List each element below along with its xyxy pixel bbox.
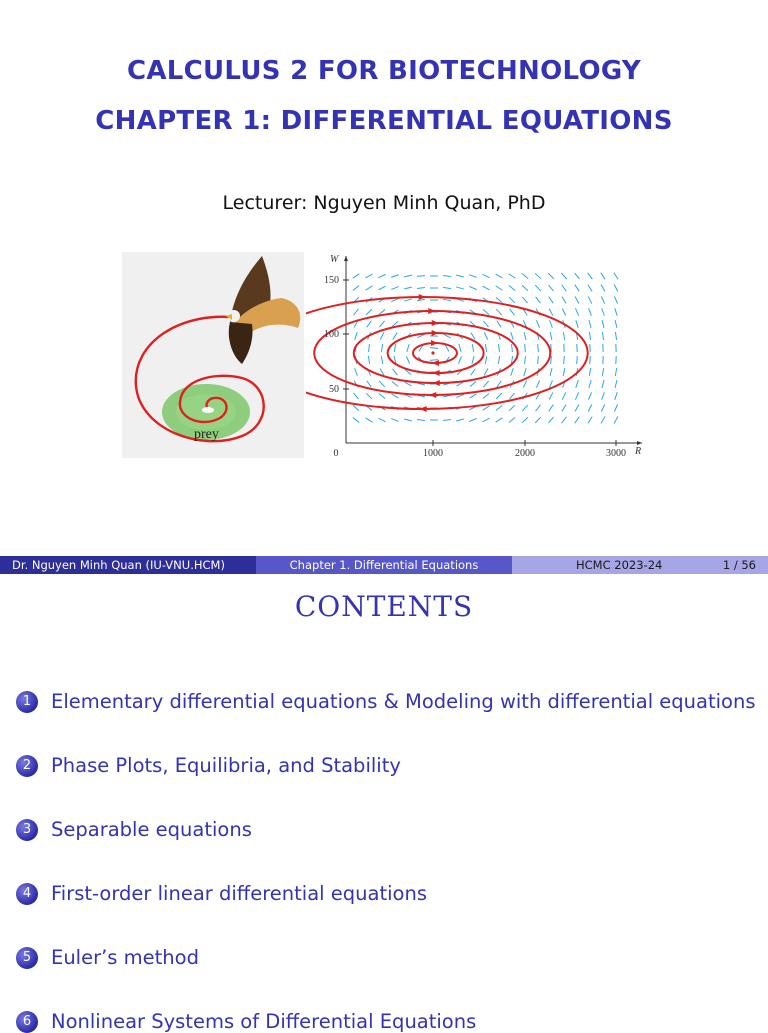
field-dash bbox=[355, 332, 358, 340]
y-tick-label: 100 bbox=[324, 329, 339, 340]
field-dash bbox=[378, 274, 385, 277]
field-dash bbox=[496, 418, 503, 422]
field-dash bbox=[482, 274, 489, 277]
field-dash bbox=[355, 368, 358, 376]
toc-label: First-order linear differential equations bbox=[51, 882, 427, 905]
field-dash bbox=[483, 309, 489, 314]
field-dash bbox=[602, 380, 604, 388]
field-dash bbox=[496, 309, 501, 315]
orbit-arrow bbox=[432, 320, 439, 326]
field-dash bbox=[562, 285, 567, 291]
field-dash bbox=[496, 406, 502, 411]
field-dash bbox=[601, 404, 604, 411]
phase-portrait-figure bbox=[306, 248, 648, 460]
toc-number: 6 bbox=[16, 1011, 38, 1033]
orbit-arrow bbox=[432, 330, 439, 336]
field-dash bbox=[588, 417, 592, 424]
phase-portrait-svg bbox=[306, 248, 648, 460]
field-dash bbox=[551, 356, 552, 364]
field-dash bbox=[549, 297, 553, 304]
field-dash bbox=[368, 356, 369, 364]
y-axis-label: W bbox=[330, 254, 340, 265]
field-dash bbox=[564, 356, 565, 364]
chapter-title: CHAPTER 1: DIFFERENTIAL EQUATIONS bbox=[0, 106, 768, 136]
field-dash bbox=[614, 273, 618, 280]
field-dash bbox=[615, 380, 617, 388]
field-dash bbox=[483, 393, 489, 398]
field-dash bbox=[525, 356, 526, 364]
field-dash bbox=[417, 276, 425, 277]
field-dash bbox=[615, 320, 617, 328]
toc-label: Euler’s method bbox=[51, 946, 199, 969]
field-dash bbox=[589, 380, 591, 388]
field-dash bbox=[589, 308, 592, 315]
field-dash bbox=[366, 309, 372, 315]
field-dash bbox=[511, 332, 513, 340]
field-dash bbox=[497, 321, 501, 328]
contents-heading: CONTENTS bbox=[0, 590, 768, 623]
field-dash bbox=[485, 356, 487, 364]
field-dash bbox=[353, 393, 358, 399]
field-dash bbox=[548, 285, 553, 291]
orbit-4 bbox=[388, 333, 484, 373]
field-dash bbox=[482, 418, 489, 422]
orbit-1 bbox=[306, 297, 588, 409]
field-dash bbox=[574, 273, 579, 279]
footer-place: HCMC 2023-24 bbox=[576, 556, 662, 574]
field-dash bbox=[549, 308, 553, 315]
field-dash bbox=[576, 380, 578, 388]
field-dash bbox=[509, 393, 514, 399]
orbit-arrow bbox=[431, 340, 438, 346]
field-dash bbox=[562, 297, 566, 304]
field-dash bbox=[561, 273, 566, 279]
field-dash bbox=[496, 286, 503, 290]
orbit-arrow bbox=[433, 380, 440, 386]
field-dash bbox=[548, 273, 554, 279]
field-dash bbox=[550, 368, 552, 376]
field-dash bbox=[615, 308, 618, 316]
toc-label: Elementary differential equations & Modeling with differential equations bbox=[51, 690, 756, 713]
footer-author: Dr. Nguyen Minh Quan (IU-VNU.HCM) bbox=[0, 556, 256, 574]
field-dash bbox=[536, 405, 541, 411]
field-dash bbox=[392, 381, 398, 386]
field-dash bbox=[391, 419, 398, 422]
field-dash bbox=[498, 356, 499, 364]
field-dash bbox=[575, 392, 578, 399]
field-dash bbox=[380, 332, 384, 339]
orbit-arrow bbox=[432, 360, 439, 366]
field-dash bbox=[469, 275, 477, 278]
field-dash bbox=[353, 405, 359, 410]
field-dash bbox=[601, 273, 605, 280]
field-dash bbox=[575, 308, 578, 315]
field-dash bbox=[601, 296, 604, 303]
field-dash bbox=[379, 381, 384, 387]
field-dash bbox=[353, 418, 359, 423]
field-dash bbox=[470, 394, 477, 398]
footer-page-number: 1 / 56 bbox=[723, 556, 756, 574]
field-dash bbox=[417, 299, 425, 300]
field-dash bbox=[353, 286, 359, 291]
field-dash bbox=[588, 273, 593, 279]
field-dash bbox=[366, 274, 373, 278]
field-dash bbox=[588, 285, 592, 292]
footer-bar bbox=[0, 556, 768, 574]
field-dash bbox=[484, 332, 487, 339]
field-dash bbox=[614, 284, 618, 291]
field-dash bbox=[549, 392, 553, 399]
field-dash bbox=[354, 309, 359, 315]
field-dash bbox=[417, 420, 425, 421]
field-dash bbox=[510, 309, 515, 315]
field-dash bbox=[471, 369, 476, 376]
toc-item-1[interactable] bbox=[16, 690, 756, 713]
field-dash bbox=[575, 417, 580, 424]
field-dash bbox=[550, 332, 552, 340]
toc-number: 4 bbox=[16, 883, 38, 905]
direction-field bbox=[353, 273, 618, 424]
field-dash bbox=[522, 417, 528, 422]
x-tick-label: 0 bbox=[334, 448, 339, 459]
field-dash bbox=[456, 419, 464, 421]
y-tick-label: 150 bbox=[324, 275, 339, 286]
field-dash bbox=[367, 381, 372, 387]
y-tick-label: 50 bbox=[329, 384, 339, 395]
field-dash bbox=[392, 394, 399, 398]
field-dash bbox=[614, 404, 617, 411]
field-dash bbox=[523, 380, 527, 387]
field-dash bbox=[509, 285, 515, 290]
field-dash bbox=[430, 347, 438, 348]
field-dash bbox=[549, 405, 554, 412]
field-dash bbox=[496, 393, 502, 399]
field-dash bbox=[378, 286, 385, 290]
toc-number: 5 bbox=[16, 947, 38, 969]
field-dash bbox=[393, 369, 398, 375]
orbit-arrow bbox=[428, 308, 435, 314]
field-dash bbox=[602, 308, 605, 316]
field-dash bbox=[509, 418, 515, 423]
field-dash bbox=[522, 285, 528, 290]
orbit-arrow bbox=[433, 370, 440, 376]
field-dash bbox=[615, 392, 618, 400]
field-dash bbox=[589, 320, 591, 328]
lecturer-line: Lecturer: Nguyen Minh Quan, PhD bbox=[0, 192, 768, 214]
field-dash bbox=[472, 356, 474, 364]
field-dash bbox=[378, 418, 385, 422]
field-dash bbox=[367, 321, 371, 328]
toc-label: Separable equations bbox=[51, 818, 252, 841]
field-dash bbox=[381, 344, 382, 352]
field-dash bbox=[443, 419, 451, 420]
field-dash bbox=[602, 392, 605, 399]
field-dash bbox=[615, 332, 616, 340]
field-dash bbox=[353, 274, 360, 278]
field-dash bbox=[443, 299, 451, 300]
toc-item-2[interactable] bbox=[16, 754, 401, 777]
field-dash bbox=[369, 344, 370, 352]
contents-slide bbox=[0, 574, 768, 1024]
field-dash bbox=[406, 356, 409, 363]
course-title: CALCULUS 2 FOR BIOTECHNOLOGY bbox=[0, 56, 768, 86]
field-dash bbox=[496, 274, 503, 278]
field-dash bbox=[577, 356, 578, 364]
toc-label: Nonlinear Systems of Differential Equations bbox=[51, 1010, 476, 1033]
predator-prey-illustration bbox=[122, 252, 304, 458]
toc-item-4[interactable] bbox=[16, 882, 427, 905]
field-dash bbox=[535, 417, 541, 423]
field-dash bbox=[483, 321, 488, 327]
toc-label: Phase Plots, Equilibria, and Stability bbox=[51, 754, 401, 777]
field-dash bbox=[404, 275, 412, 277]
field-dash bbox=[391, 287, 398, 290]
field-dash bbox=[601, 417, 605, 424]
field-dash bbox=[602, 320, 604, 328]
toc-item-3[interactable] bbox=[16, 818, 252, 841]
field-dash bbox=[366, 393, 372, 399]
field-dash bbox=[535, 273, 541, 278]
prey-label: prey bbox=[194, 427, 219, 442]
field-dash bbox=[379, 394, 385, 399]
field-dash bbox=[499, 344, 500, 352]
orbits bbox=[306, 294, 588, 412]
field-dash bbox=[563, 368, 565, 376]
field-dash bbox=[575, 405, 579, 412]
toc-item-6[interactable] bbox=[16, 1010, 476, 1033]
field-dash bbox=[589, 332, 590, 340]
orbit-arrow bbox=[420, 406, 427, 412]
field-dash bbox=[404, 382, 411, 386]
field-dash bbox=[536, 380, 539, 387]
field-dash bbox=[576, 320, 578, 328]
field-dash bbox=[538, 356, 539, 364]
field-dash bbox=[404, 287, 412, 289]
field-dash bbox=[548, 417, 553, 423]
field-dash bbox=[456, 275, 464, 277]
field-dash bbox=[469, 286, 476, 289]
field-dash bbox=[575, 285, 579, 292]
field-dash bbox=[590, 356, 591, 364]
field-dash bbox=[562, 417, 567, 423]
equilibrium-point bbox=[431, 351, 434, 354]
field-dash bbox=[470, 381, 476, 386]
field-dash bbox=[563, 332, 565, 340]
field-dash bbox=[614, 296, 617, 303]
field-dash bbox=[379, 321, 384, 327]
field-dash bbox=[484, 368, 488, 375]
field-dash bbox=[483, 406, 490, 410]
field-dash bbox=[472, 344, 473, 352]
field-dash bbox=[525, 344, 526, 352]
field-dash bbox=[588, 392, 591, 399]
field-dash bbox=[459, 344, 461, 352]
field-dash bbox=[417, 288, 425, 289]
field-dash bbox=[366, 286, 373, 290]
field-dash bbox=[509, 297, 515, 303]
x-tick-label: 1000 bbox=[423, 448, 443, 459]
field-dash bbox=[535, 285, 540, 291]
toc-item-5[interactable] bbox=[16, 946, 199, 969]
field-dash bbox=[511, 368, 514, 376]
field-dash bbox=[601, 285, 605, 292]
field-dash bbox=[562, 308, 565, 315]
axis-ticks bbox=[324, 275, 626, 459]
field-dash bbox=[589, 368, 590, 376]
field-dash bbox=[512, 344, 513, 352]
field-dash bbox=[522, 405, 527, 411]
field-dash bbox=[443, 276, 451, 277]
eagle-spiral-image bbox=[122, 252, 304, 458]
field-dash bbox=[562, 392, 566, 399]
x-tick-label: 3000 bbox=[606, 448, 626, 459]
field-dash bbox=[524, 368, 526, 376]
x-axis-label: R bbox=[634, 446, 641, 457]
footer-chapter: Chapter 1. Differential Equations bbox=[256, 556, 512, 574]
field-dash bbox=[366, 418, 373, 422]
field-dash bbox=[522, 274, 528, 279]
footer-right bbox=[512, 556, 768, 574]
field-dash bbox=[482, 286, 489, 290]
field-dash bbox=[536, 320, 539, 327]
field-dash bbox=[524, 332, 526, 340]
field-dash bbox=[588, 296, 592, 303]
field-dash bbox=[404, 419, 412, 421]
field-dash bbox=[471, 333, 475, 340]
field-dash bbox=[393, 333, 397, 340]
field-dash bbox=[614, 416, 618, 423]
field-dash bbox=[538, 344, 539, 352]
eagle-icon bbox=[226, 256, 300, 364]
toc-number: 2 bbox=[16, 755, 38, 777]
field-dash bbox=[430, 360, 438, 361]
field-dash bbox=[381, 356, 383, 364]
field-dash bbox=[459, 356, 462, 363]
toc-number: 3 bbox=[16, 819, 38, 841]
field-dash bbox=[394, 344, 396, 352]
field-dash bbox=[588, 404, 592, 411]
field-dash bbox=[602, 368, 603, 376]
field-dash bbox=[536, 297, 541, 303]
field-dash bbox=[615, 368, 616, 376]
field-dash bbox=[443, 287, 451, 288]
field-dash bbox=[469, 419, 476, 422]
toc-number: 1 bbox=[16, 691, 38, 713]
field-dash bbox=[509, 405, 515, 411]
field-dash bbox=[509, 274, 516, 279]
field-dash bbox=[550, 320, 553, 328]
field-dash bbox=[483, 381, 488, 387]
field-dash bbox=[485, 344, 486, 352]
field-dash bbox=[407, 344, 409, 352]
orbit-arrow bbox=[429, 392, 436, 398]
field-dash bbox=[575, 296, 579, 303]
field-dash bbox=[456, 287, 464, 289]
field-dash bbox=[562, 405, 566, 412]
field-dash bbox=[391, 275, 399, 278]
x-tick-label: 2000 bbox=[515, 448, 535, 459]
field-dash bbox=[602, 332, 603, 340]
field-dash bbox=[550, 380, 553, 387]
field-dash bbox=[522, 297, 527, 303]
field-dash bbox=[404, 299, 412, 301]
